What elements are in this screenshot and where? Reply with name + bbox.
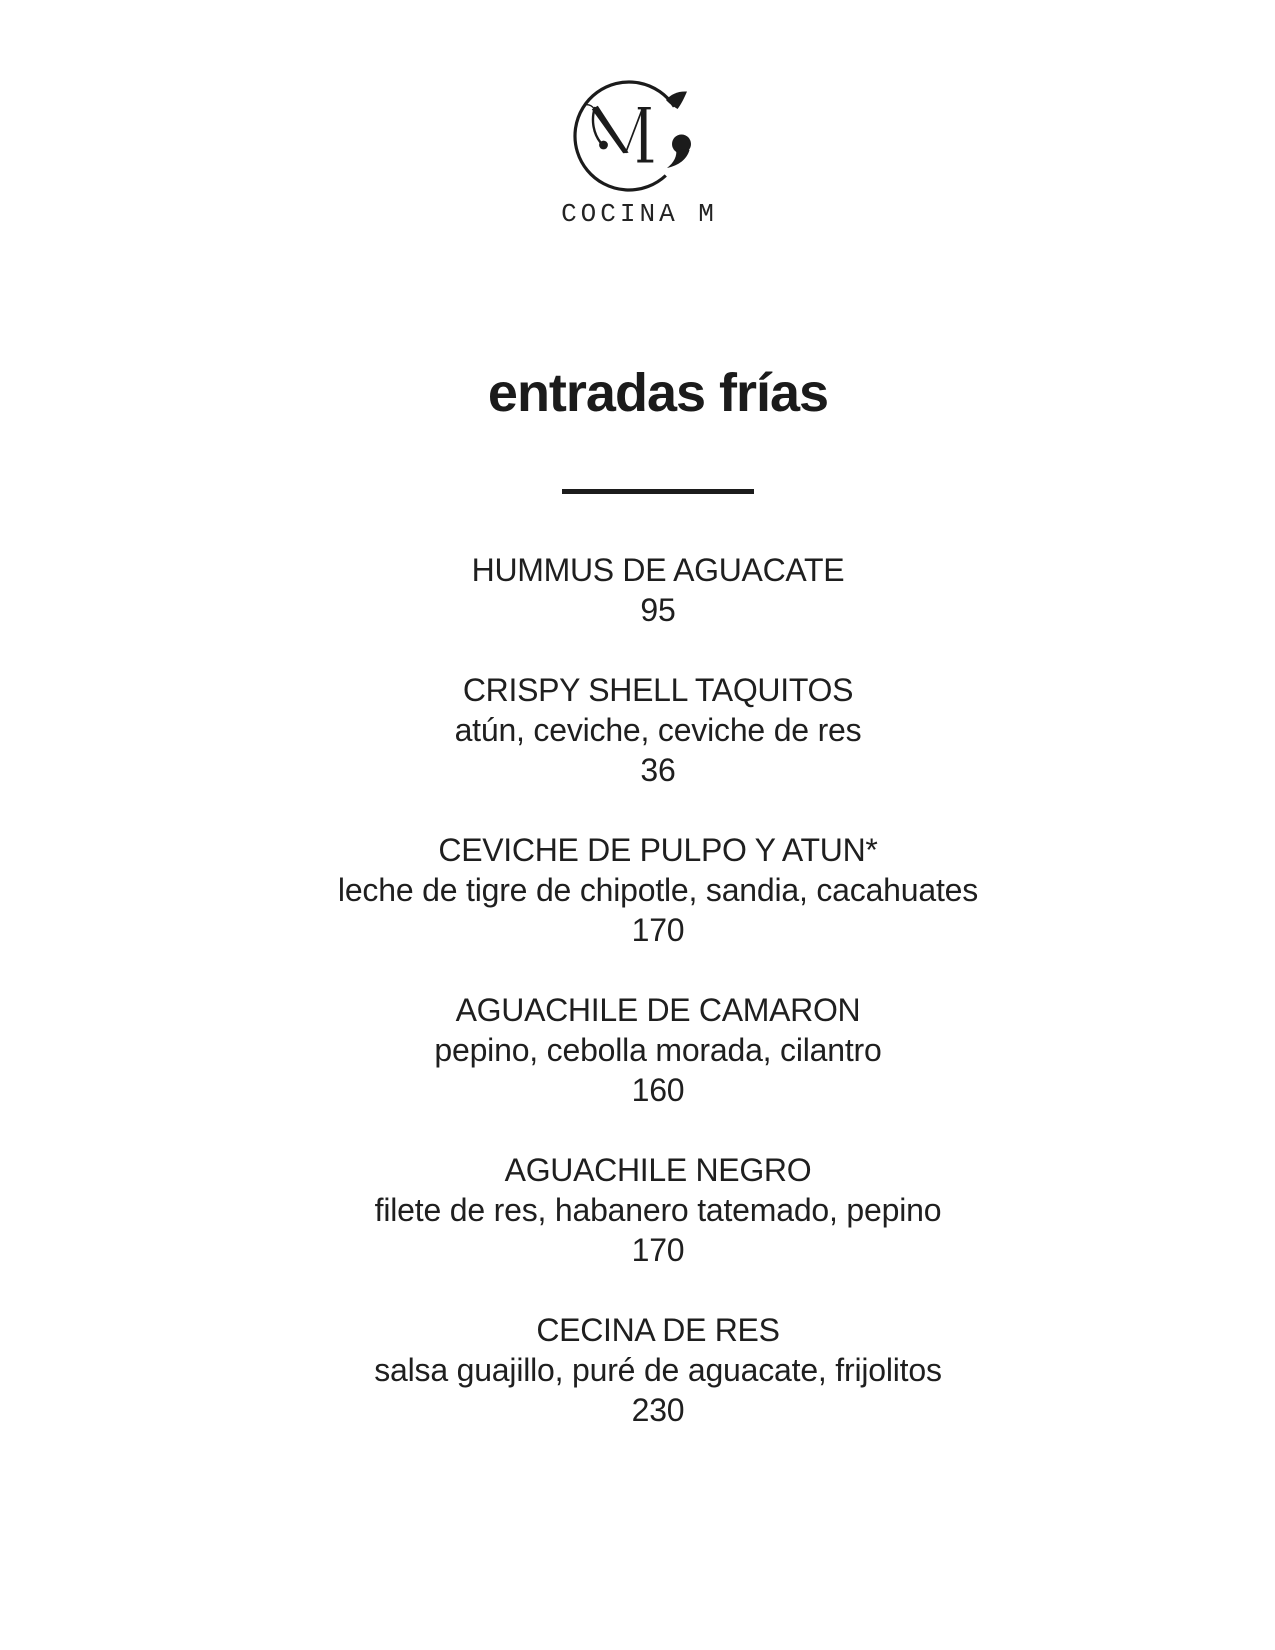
menu-list bbox=[41, 550, 1275, 1430]
menu-item-description: pepino, cebolla morada, cilantro bbox=[434, 1032, 882, 1068]
menu-item-name: CECINA DE RES bbox=[536, 1312, 780, 1348]
menu-item bbox=[41, 830, 1275, 950]
menu-item-description: salsa guajillo, puré de aguacate, frijolitos bbox=[374, 1352, 942, 1388]
menu-item-name: HUMMUS DE AGUACATE bbox=[471, 552, 845, 588]
menu-item-price: 170 bbox=[631, 912, 685, 948]
logo-wordmark: COCINA M bbox=[561, 199, 718, 229]
menu-item-price: 95 bbox=[640, 592, 676, 628]
menu-item bbox=[41, 990, 1275, 1110]
menu-item-name: AGUACHILE DE CAMARON bbox=[455, 992, 861, 1028]
menu-item-name: CEVICHE DE PULPO Y ATUN* bbox=[438, 832, 878, 868]
menu-item-name: AGUACHILE NEGRO bbox=[504, 1152, 812, 1188]
section-title: entradas frías bbox=[487, 363, 829, 423]
menu-item bbox=[41, 550, 1275, 630]
menu-item-description: atún, ceviche, ceviche de res bbox=[454, 712, 862, 748]
logo-monogram-icon bbox=[568, 74, 708, 198]
menu-content bbox=[0, 361, 1275, 1430]
menu-item-price: 160 bbox=[631, 1072, 685, 1108]
menu-item-description: filete de res, habanero tatemado, pepino bbox=[374, 1192, 942, 1228]
menu-item-price: 36 bbox=[640, 752, 676, 788]
menu-item bbox=[41, 1150, 1275, 1270]
menu-item-name: CRISPY SHELL TAQUITOS bbox=[462, 672, 854, 708]
section-divider bbox=[562, 489, 754, 494]
menu-item-price: 230 bbox=[631, 1392, 685, 1428]
restaurant-logo bbox=[0, 0, 1275, 228]
menu-item bbox=[41, 1310, 1275, 1430]
menu-item-description: leche de tigre de chipotle, sandia, cacahuates bbox=[337, 872, 979, 908]
menu-item-price: 170 bbox=[631, 1232, 685, 1268]
menu-item bbox=[41, 670, 1275, 790]
